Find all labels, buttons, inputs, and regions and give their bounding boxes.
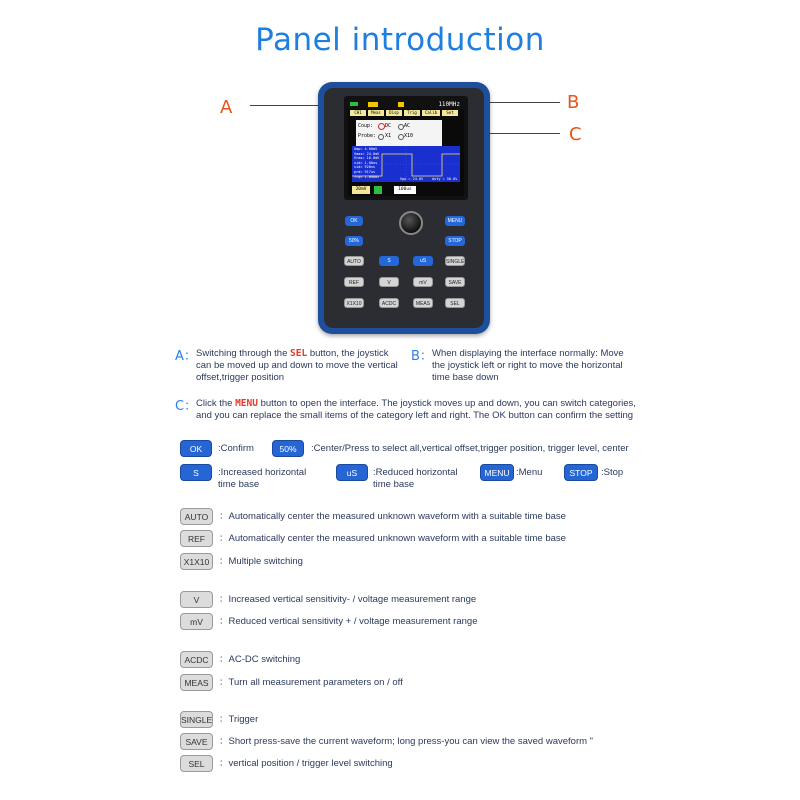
desc-c-highlight: MENU <box>235 398 258 409</box>
legend-mv-key: mV <box>180 613 213 630</box>
meas-row: vid= 920ns <box>354 165 376 170</box>
desc-b-text: When displaying the interface normally: Move the joystick left or right to move the horizontal time base down <box>432 348 624 383</box>
callout-b-label: B <box>567 92 580 113</box>
joystick[interactable] <box>399 211 423 235</box>
timebase-value: 100us <box>398 187 412 192</box>
screen-tab-set: Set <box>442 110 458 116</box>
device-screen <box>348 100 464 196</box>
desc-a-letter: A： <box>175 349 197 364</box>
desc-c-text <box>196 398 656 422</box>
legend-auto-desc: ：Automatically center the measured unknown waveform with a suitable time base <box>219 511 566 522</box>
popup-dc: DC <box>385 123 392 129</box>
device-ok-button[interactable]: OK <box>345 216 363 226</box>
legend-us-key: uS <box>336 464 368 481</box>
vdiv-box <box>352 186 370 194</box>
legend-50pct-key: 50% <box>272 440 304 457</box>
legend-v-desc: ：Increased vertical sensitivity- / voltage measurement range <box>219 594 477 605</box>
legend-x1x10-key: X1X10 <box>180 553 213 570</box>
screen-tab-meas: Meas <box>368 110 384 116</box>
meas-row: Amp= 4.00mV <box>354 147 378 151</box>
device-single-button[interactable]: SINGLE <box>445 256 465 266</box>
legend-s-desc: :Increased horizontal time base <box>218 467 307 490</box>
legend-stop-key: STOP <box>564 464 598 481</box>
position-marker-icon <box>398 102 404 107</box>
page-title: Panel introduction <box>255 22 545 58</box>
device-auto-button[interactable]: AUTO <box>344 256 364 266</box>
legend-acdc-desc: ：AC-DC switching <box>219 654 301 665</box>
coupling-indicator-icon <box>374 186 382 194</box>
device-face <box>324 88 484 328</box>
battery-icon <box>350 102 358 106</box>
coupling-popup <box>356 120 442 146</box>
device-us-button[interactable]: uS <box>413 256 433 266</box>
legend-menu-key: MENU <box>480 464 514 481</box>
duty-readout: duty = 50.0% <box>432 177 458 181</box>
device-stop-button[interactable]: STOP <box>445 236 465 246</box>
callout-c-label: C <box>569 124 582 145</box>
legend-ok-key: OK <box>180 440 212 457</box>
legend-acdc-key: ACDC <box>180 651 213 668</box>
legend-save-key: SAVE <box>180 733 213 750</box>
popup-x1: X1 <box>385 133 392 139</box>
vdiv-value: 20mV <box>355 187 367 192</box>
desc-c-line1: Click the MENU button to open the interface. The joystick moves up and down, you can switch categories, <box>196 398 636 409</box>
meas-row: Vrms= 16.8mV <box>354 156 380 161</box>
desc-a-highlight: SEL <box>290 348 308 359</box>
popup-ac: AC <box>404 123 411 129</box>
device-s-button[interactable]: S <box>379 256 399 266</box>
vpp-readout: Vpp = 24.0V <box>400 177 424 181</box>
desc-a-text <box>196 348 401 384</box>
device-v-button[interactable]: V <box>379 277 399 287</box>
legend-single-desc: ：Trigger <box>219 714 259 725</box>
device-ref-button[interactable]: REF <box>344 277 364 287</box>
legend-ref-desc: ：Automatically center the measured unknown waveform with a suitable time base <box>219 533 566 544</box>
popup-coup-label: Coup: <box>358 123 374 129</box>
legend-s-key: S <box>180 464 212 481</box>
oscilloscope-device <box>318 82 490 334</box>
device-menu-button[interactable]: MENU <box>445 216 465 226</box>
legend-ref-key: REF <box>180 530 213 547</box>
device-mv-button[interactable]: mV <box>413 277 433 287</box>
meas-row: vid= 1.00us <box>354 160 378 165</box>
legend-menu-desc: :Menu <box>516 467 543 478</box>
legend-sel-desc: ：vertical position / trigger level switching <box>219 758 393 769</box>
device-meas-button[interactable]: MEAS <box>413 298 433 308</box>
popup-probe-label: Probe: <box>358 133 377 139</box>
screen-bandwidth: 110MHz <box>438 101 460 108</box>
legend-auto-key: AUTO <box>180 508 213 525</box>
legend-mv-desc: ：Reduced vertical sensitivity + / voltage measurement range <box>219 616 478 627</box>
x1-radio-icon <box>378 134 384 140</box>
waveform-area <box>352 146 460 182</box>
legend-save-desc: ：Short press-save the current waveform; long press-you can view the saved waveform " <box>219 736 594 747</box>
meas-row: Vmax= 24.0mV <box>354 151 380 156</box>
meas-row: frq= 1.09kHz <box>354 174 380 179</box>
legend-stop-desc: :Stop <box>601 467 624 478</box>
callout-a-label: A <box>220 97 233 118</box>
legend-single-key: SINGLE <box>180 711 213 728</box>
device-x1x10-button[interactable]: X1X10 <box>344 298 364 308</box>
timebase-box <box>394 186 416 194</box>
popup-x10: X10 <box>404 133 414 139</box>
measurement-list <box>354 147 379 179</box>
legend-meas-desc: ：Turn all measurement parameters on / off <box>219 677 403 688</box>
trigger-marker-icon <box>368 102 378 107</box>
legend-meas-key: MEAS <box>180 674 213 691</box>
device-sel-button[interactable]: SEL <box>445 298 465 308</box>
legend-ok-desc: :Confirm <box>218 443 254 454</box>
device-save-button[interactable]: SAVE <box>445 277 465 287</box>
screen-tab-trig: Trig <box>404 110 420 116</box>
legend-50pct-desc: :Center/Press to select all,vertical offset,trigger position, trigger level, center <box>311 443 629 454</box>
screen-tab-ch1: CH1 <box>350 110 366 116</box>
screen-tab-disp: Disp <box>386 110 402 116</box>
desc-c-letter: C： <box>175 399 198 414</box>
device-acdc-button[interactable]: ACDC <box>379 298 399 308</box>
legend-sel-key: SEL <box>180 755 213 772</box>
device-50pct-button[interactable]: 50% <box>345 236 363 246</box>
dc-radio-icon <box>378 123 385 130</box>
screen-bezel <box>344 96 468 200</box>
desc-a-pre: Switching through the <box>196 348 291 359</box>
legend-x1x10-desc: ：Multiple switching <box>219 556 303 567</box>
screen-tab-calib: Calib <box>422 110 440 116</box>
meas-row: prd= 917us <box>354 169 376 174</box>
legend-us-desc: :Reduced horizontal time base <box>373 467 458 490</box>
legend-v-key: V <box>180 591 213 608</box>
desc-b-letter: B： <box>411 349 433 364</box>
desc-c-line2: and you can replace the small items of the category left and right. The OK button can confirm the setting <box>196 410 634 421</box>
desc-a-post: button, the joystick can be moved up and down to move the vertical offset,trigger position <box>196 348 398 383</box>
